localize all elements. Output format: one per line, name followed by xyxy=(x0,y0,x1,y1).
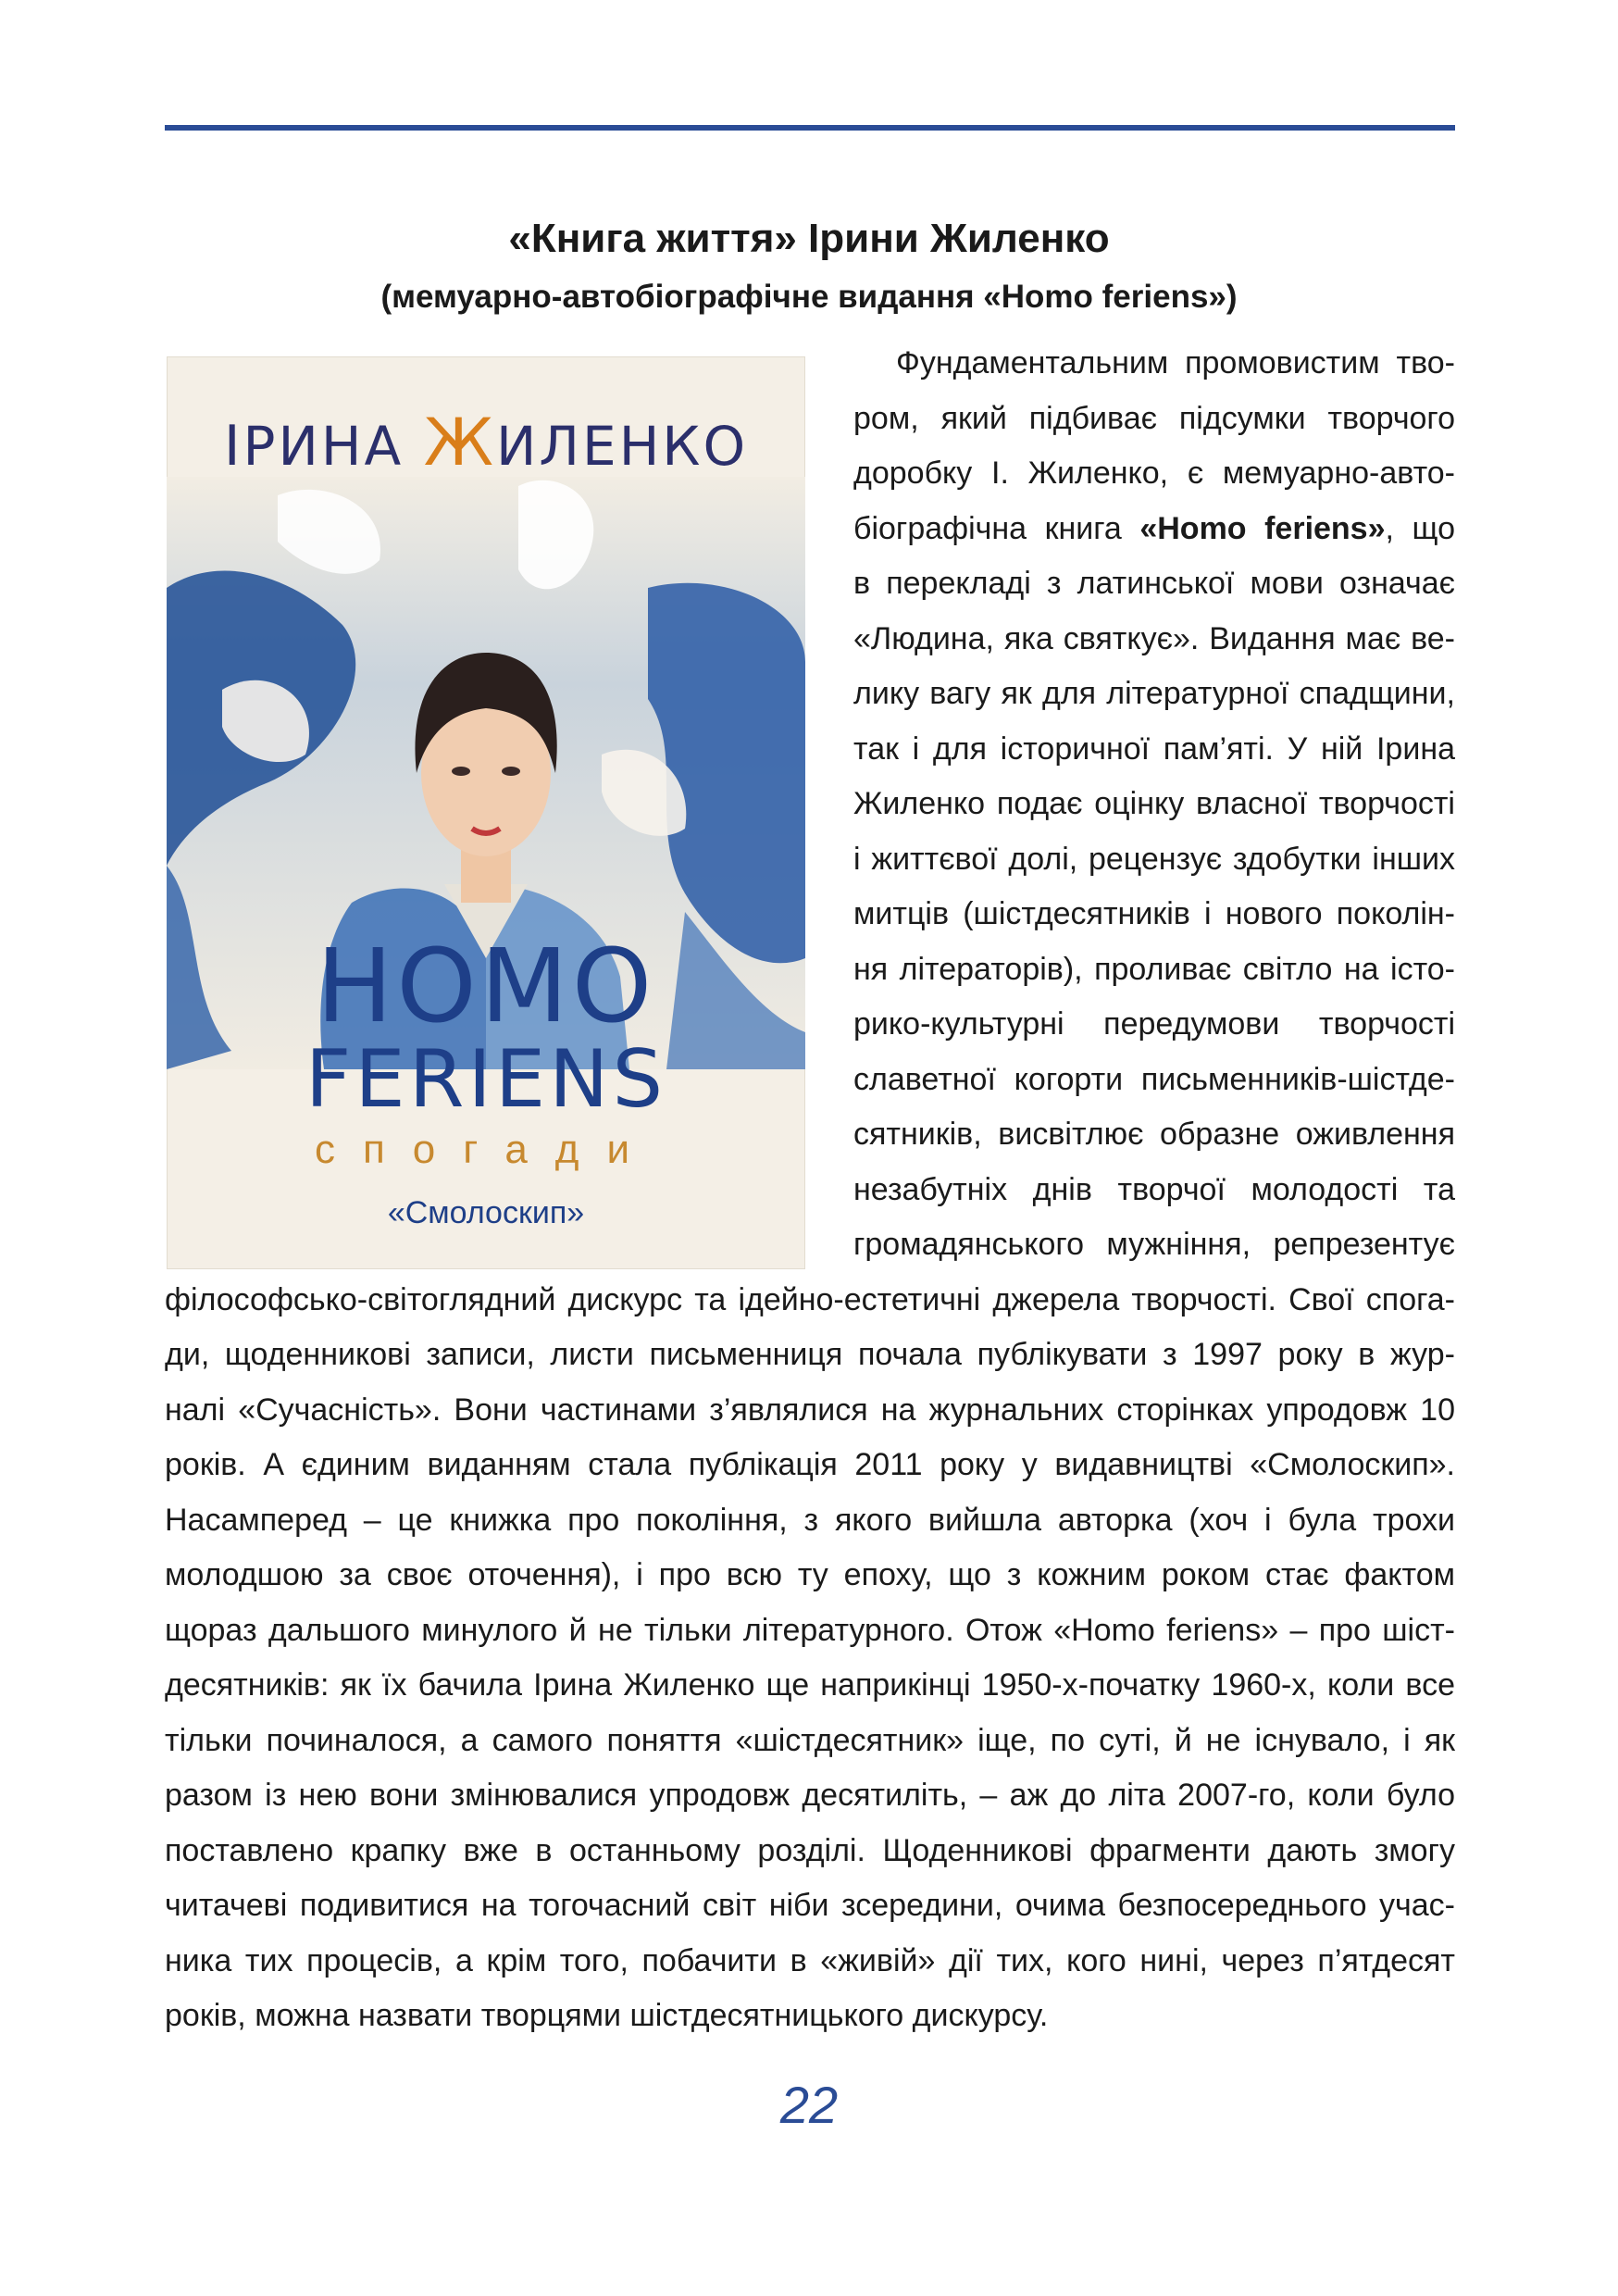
body-line: Насамперед – це книжка про покоління, з якого вийшла авторка (хоч і була трохи xyxy=(165,1502,1455,1538)
page-number: 22 xyxy=(779,2075,839,2134)
body-line: Жиленко подає оцінку власної творчості xyxy=(853,786,1455,821)
body-line: разом із нею вони змінювалися упродовж десятиліть, – аж до літа 2007-го, коли було xyxy=(165,1778,1455,1813)
body-line: тільки починалося, а самого поняття «шістдесятник» іще, по суті, й не існувало, і як xyxy=(165,1722,1455,1758)
body-line: «Людина, яка святкує». Видання має ве- xyxy=(853,620,1455,656)
body-line: так і для історичної пам’яті. У ній Ірина xyxy=(853,730,1455,767)
cover-author-last-initial: Ж xyxy=(423,405,497,480)
page-subtitle: (мемуарно-автобіографічне видання «Homo feriens») xyxy=(380,279,1238,315)
body-line: ром, який підбиває підсумки творчого xyxy=(853,400,1455,436)
body-line: Фундаментальним промовистим тво- xyxy=(896,345,1455,381)
cover-genre: спогади xyxy=(314,1127,658,1172)
body-line: доробку І. Жиленко, є мемуарно-авто- xyxy=(853,455,1455,491)
body-line: митців (шістдесятників і нового поколін- xyxy=(853,896,1455,931)
book-cover-image xyxy=(167,356,805,1269)
body-line: ди, щоденникові записи, листи письменниця почала публікувати з 1997 року в жур- xyxy=(165,1337,1455,1372)
body-line: років, можна назвати творцями шістдесятницького дискурсу. xyxy=(165,1998,1049,2033)
body-line: налі «Сучасність». Вони частинами з’являлися на журнальних сторінках упродовж 10 xyxy=(165,1391,1455,1428)
cover-title-line1: HOMO xyxy=(316,927,656,1045)
body-line-bold xyxy=(853,505,1455,553)
header-rule xyxy=(165,125,1455,131)
body-line: рико-культурні передумови творчості xyxy=(853,1006,1455,1042)
body-line: десятників: як їх бачила Ірина Жиленко ще наприкінці 1950-х-початку 1960-х, коли все xyxy=(165,1667,1455,1703)
body-line-part: біографічна книга xyxy=(853,510,1140,546)
body-line: читачеві подивитися на тогочасний світ ніби зсередини, очима безпосереднього учас- xyxy=(165,1888,1455,1923)
body-line-part: , що xyxy=(1385,510,1455,546)
body-line: сятників, висвітлює образне оживлення xyxy=(853,1117,1455,1152)
page-title: «Книга життя» Ірини Жиленко xyxy=(508,216,1110,261)
body-line: щораз дальшого минулого й не тільки літературного. Отож «Homo feriens» – про шіст- xyxy=(165,1612,1455,1648)
cover-author-last-rest: ИЛЕНКО xyxy=(496,415,749,478)
cover-author-name xyxy=(167,405,805,480)
body-line: ника тих процесів, а крім того, побачити в «живій» дії тих, кого нині, через п’ятдесят xyxy=(165,1942,1455,1978)
cover-publisher: «Смолоскип» xyxy=(387,1195,585,1230)
body-line: ня літераторів), проливає світло на істо- xyxy=(853,951,1455,987)
book-title-bold: «Homo feriens» xyxy=(1139,510,1386,546)
body-line: і життєвої долі, рецензує здобутки інших xyxy=(853,841,1455,877)
body-line: молодшою за своє оточення), і про всю ту епоху, що з кожним роком стає фактом xyxy=(165,1557,1455,1592)
cover-title-line2: FERIENS xyxy=(305,1033,667,1126)
body-line: громадянського мужніння, репрезентує xyxy=(853,1227,1455,1262)
body-line: славетної когорти письменників-шістде- xyxy=(853,1061,1455,1097)
body-line: років. А єдиним виданням стала публікація 2011 року у видавництві «Смолоскип». xyxy=(165,1447,1455,1482)
body-line: поставлено крапку вже в останньому розділі. Щоденникові фрагменти дають змогу xyxy=(165,1832,1455,1868)
cover-author-first-rest: РИНА xyxy=(243,415,424,478)
body-line: в перекладі з латинської мови означає xyxy=(853,566,1455,601)
cover-author-first-initial: І xyxy=(223,414,243,479)
body-line: лику вагу як для літературної спадщини, xyxy=(853,676,1455,711)
body-line: незабутніх днів творчої молодості та xyxy=(853,1171,1455,1207)
body-line: філософсько-світоглядний дискурс та ідейно-естетичні джерела творчості. Свої спога- xyxy=(165,1281,1455,1317)
